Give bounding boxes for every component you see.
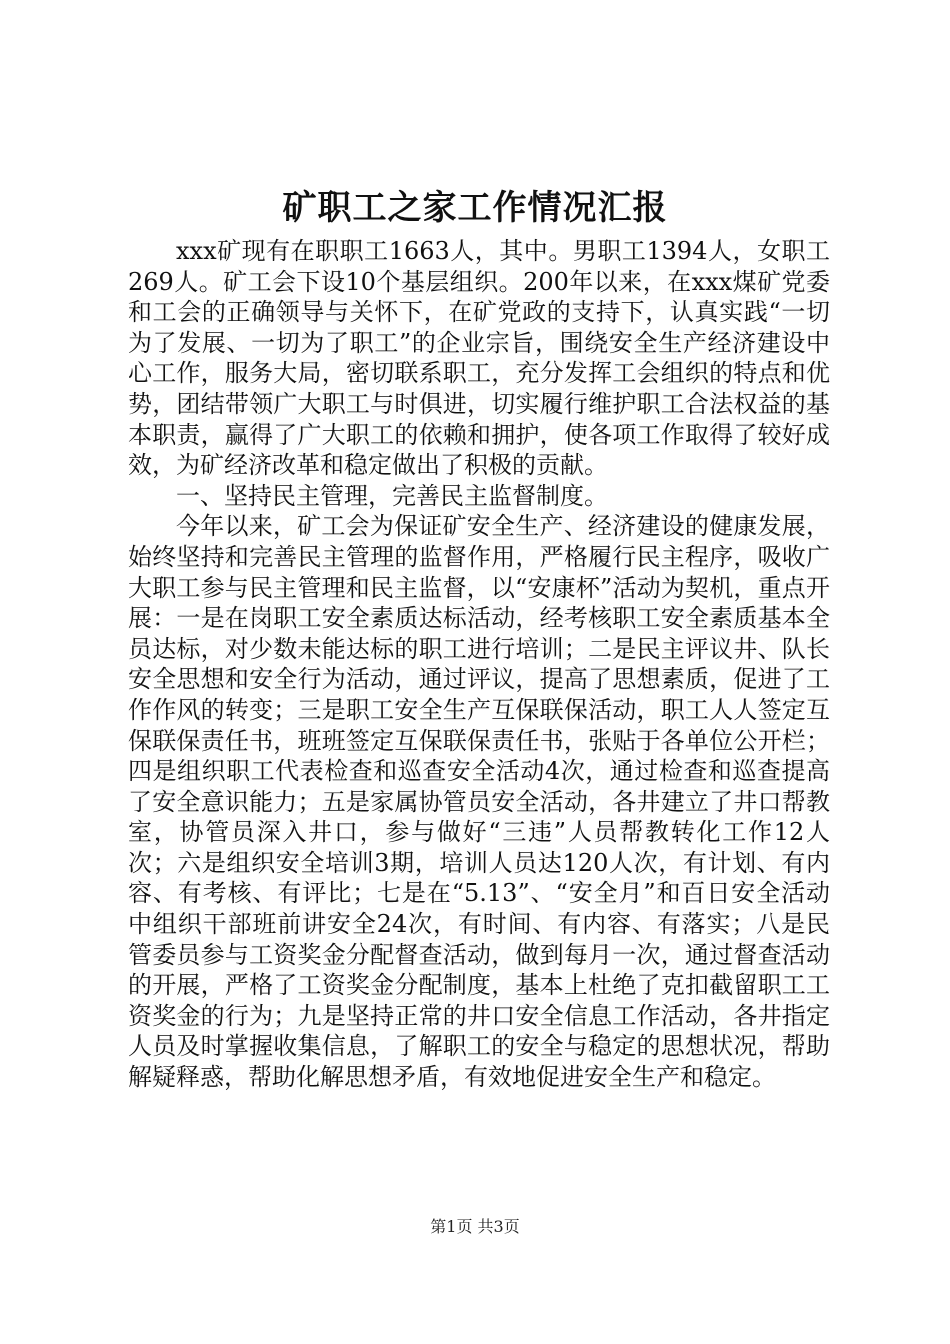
section-1-paragraph: 今年以来，矿工会为保证矿安全生产、经济建设的健康发展，始终坚持和完善民主管理的监督作用，严格履行民主程序，吸收广大职工参与民主管理和民主监督，以“安康杯”活动为契机，重点开展：一是在岗职工安全素质达标活动，经考核职工安全素质基本全员达标，对少数未能达标的职工进行培训；二是民主评议井、队长安全思想和安全行为活动，通过评议，提高了思想素质，促进了工作作风的转变；三是职工安全生产互保联保活动，职工人人签定互保联保责任书，班班签定互保联保责任书，张贴于各单位公开栏；四是组织职工代表检查和巡查安全活动4次，通过检查和巡查提高了安全意识能力；五是家属协管员安全活动，各井建立了井口帮教室，协管员深入井口，参与做好“三违”人员帮教转化工作12人次；六是组织安全培训3期，培训人员达120人次，有计划、有内容、有考核、有评比；七是在“5.13”、“安全月”和百日安全活动中组织干部班前讲安全24次，有时间、有内容、有落实；八是民管委员参与工资奖金分配督查活动，做到每月一次，通过督查活动的开展，严格了工资奖金分配制度，基本上杜绝了克扣截留职工工资奖金的行为；九是坚持正常的井口安全信息工作活动，各井指定人员及时掌握收集信息，了解职工的安全与稳定的思想状况，帮助解疑释惑，帮助化解思想矛盾，有效地促进安全生产和稳定。 — [128, 512, 830, 1092]
page-footer: 第1页 共3页 — [430, 1217, 520, 1236]
section-heading-1: 一、坚持民主管理，完善民主监督制度。 — [176, 481, 608, 510]
document-body — [128, 236, 830, 1093]
document-title: 矿职工之家工作情况汇报 — [282, 188, 668, 228]
intro-paragraph: xxx矿现有在职职工1663人，其中。男职工1394人，女职工269人。矿工会下设10个基层组织。200年以来，在xxx煤矿党委和工会的正确领导与关怀下，在矿党政的支持下，认真实践“一切为了发展、一切为了职工”的企业宗旨，围绕安全生产经济建设中心工作，服务大局，密切联系职工，充分发挥工会组织的特点和优势，团结带领广大职工与时俱进，切实履行维护职工合法权益的基本职责，赢得了广大职工的依赖和拥护，使各项工作取得了较好成效，为矿经济改革和稳定做出了积极的贡献。 — [128, 237, 830, 480]
